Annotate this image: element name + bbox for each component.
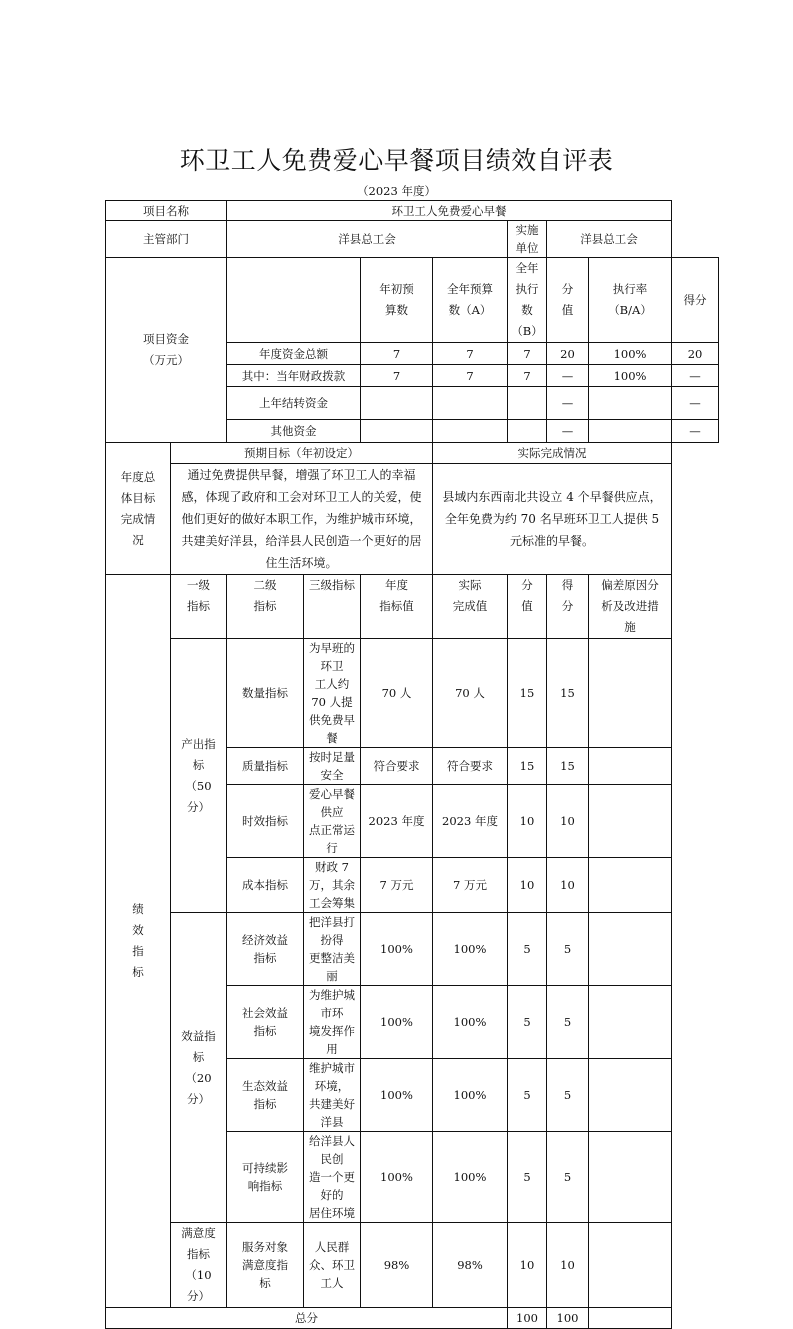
funds-value: 20	[547, 343, 589, 365]
performance-header: 偏差原因分 析及改进措 施	[589, 575, 672, 639]
funds-value: —	[547, 387, 589, 420]
total-label: 总分	[106, 1308, 508, 1329]
level2-indicator: 数量指标	[227, 639, 304, 748]
level1-indicator: 产出指 标 （50 分）	[171, 639, 227, 913]
score-value: 5	[508, 986, 547, 1059]
got-value: 5	[547, 1132, 589, 1223]
page-subtitle: （2023 年度）	[357, 184, 436, 198]
score-value: 15	[508, 748, 547, 785]
dept-value: 洋县总工会	[227, 221, 508, 258]
target-value: 70 人	[361, 639, 433, 748]
score-value: 10	[508, 1223, 547, 1308]
level2-indicator: 成本指标	[227, 858, 304, 913]
table-row	[106, 258, 719, 343]
level3-indicator: 为早班的环卫 工人约 70 人提 供免费早餐	[304, 639, 361, 748]
table-row	[106, 221, 719, 258]
actual-value: 100%	[433, 913, 508, 986]
performance-header: 得 分	[547, 575, 589, 639]
score-value: 5	[508, 1059, 547, 1132]
page-title: 环卫工人免费爱心早餐项目绩效自评表	[179, 146, 614, 175]
funds-header: 执行率 （B/A）	[589, 258, 672, 343]
level3-indicator: 给洋县人民创 造一个更好的 居住环境	[304, 1132, 361, 1223]
level1-indicator: 效益指 标 （20 分）	[171, 913, 227, 1223]
funds-value	[589, 420, 672, 443]
got-value: 15	[547, 748, 589, 785]
score-value: 10	[508, 785, 547, 858]
funds-row-label: 其中：当年财政拨款	[227, 365, 361, 387]
target-value: 符合要求	[361, 748, 433, 785]
table-row	[106, 201, 719, 221]
deviation-note	[589, 1059, 672, 1132]
actual-value: 98%	[433, 1223, 508, 1308]
level3-indicator: 维护城市环境， 共建美好洋县	[304, 1059, 361, 1132]
performance-header: 一级 指标	[171, 575, 227, 639]
deviation-note	[589, 913, 672, 986]
target-value: 100%	[361, 1059, 433, 1132]
funds-value: —	[672, 365, 719, 387]
level3-indicator: 按时足量安全	[304, 748, 361, 785]
level2-indicator: 服务对象 满意度指 标	[227, 1223, 304, 1308]
level3-indicator: 人民群众、环卫 工人	[304, 1223, 361, 1308]
table-row	[106, 575, 719, 639]
deviation-note	[589, 785, 672, 858]
deviation-note	[589, 986, 672, 1059]
level2-indicator: 社会效益 指标	[227, 986, 304, 1059]
funds-row-label: 年度资金总额	[227, 343, 361, 365]
project-name-label: 项目名称	[106, 201, 227, 221]
funds-value	[589, 387, 672, 420]
score-value: 5	[508, 913, 547, 986]
got-value: 5	[547, 986, 589, 1059]
actual-value: 100%	[433, 1132, 508, 1223]
performance-header: 实际 完成值	[433, 575, 508, 639]
funds-value	[508, 387, 547, 420]
deviation-note	[589, 639, 672, 748]
expected-header: 预期目标（年初设定）	[171, 443, 433, 464]
total-got: 100	[547, 1308, 589, 1329]
deviation-note	[589, 748, 672, 785]
funds-value: —	[547, 420, 589, 443]
total-deviation	[589, 1308, 672, 1329]
target-value: 100%	[361, 986, 433, 1059]
deviation-note	[589, 1132, 672, 1223]
performance-header: 三级指标	[304, 575, 361, 639]
expected-text: 通过免费提供早餐，增强了环卫工人的幸福感，体现了政府和工会对环卫工人的关爱，使他们更好的做好本职工作，为维护城市环境，共建美好洋县，给洋县人民创造一个更好的居住生活环境。	[171, 464, 433, 575]
target-value: 100%	[361, 913, 433, 986]
funds-value: —	[547, 365, 589, 387]
performance-header: 年度 指标值	[361, 575, 433, 639]
deviation-note	[589, 858, 672, 913]
funds-value	[433, 420, 508, 443]
goals-label: 年度总 体目标 完成情 况	[106, 443, 171, 575]
performance-header: 二级 指标	[227, 575, 304, 639]
actual-value: 2023 年度	[433, 785, 508, 858]
level3-indicator: 财政 7 万，其余 工会筹集	[304, 858, 361, 913]
funds-value: —	[672, 387, 719, 420]
deviation-note	[589, 1223, 672, 1308]
actual-value: 70 人	[433, 639, 508, 748]
got-value: 10	[547, 858, 589, 913]
level3-indicator: 爱心早餐供应 点正常运行	[304, 785, 361, 858]
funds-row-label: 其他资金	[227, 420, 361, 443]
score-value: 10	[508, 858, 547, 913]
table-row	[106, 913, 719, 986]
funds-value: 7	[508, 365, 547, 387]
level2-indicator: 生态效益 指标	[227, 1059, 304, 1132]
funds-header: 全年执行 数（B）	[508, 258, 547, 343]
actual-value: 7 万元	[433, 858, 508, 913]
score-value: 15	[508, 639, 547, 748]
got-value: 5	[547, 1059, 589, 1132]
funds-value	[433, 387, 508, 420]
score-value: 5	[508, 1132, 547, 1223]
impl-label: 实施单位	[508, 221, 547, 258]
got-value: 10	[547, 1223, 589, 1308]
evaluation-table	[105, 200, 719, 1329]
funds-label: 项目资金 （万元）	[106, 258, 227, 443]
table-row	[106, 464, 719, 575]
impl-value: 洋县总工会	[547, 221, 672, 258]
performance-label: 绩 效 指 标	[106, 575, 171, 1308]
funds-value: 7	[433, 365, 508, 387]
table-row	[106, 443, 719, 464]
total-score: 100	[508, 1308, 547, 1329]
funds-value: 100%	[589, 365, 672, 387]
got-value: 5	[547, 913, 589, 986]
funds-value: 7	[361, 343, 433, 365]
funds-value: 7	[508, 343, 547, 365]
target-value: 7 万元	[361, 858, 433, 913]
level3-indicator: 为维护城市环 境发挥作用	[304, 986, 361, 1059]
level3-indicator: 把洋县打扮得 更整洁美丽	[304, 913, 361, 986]
funds-header: 得分	[672, 258, 719, 343]
funds-value	[361, 387, 433, 420]
funds-value: 7	[433, 343, 508, 365]
got-value: 15	[547, 639, 589, 748]
dept-label: 主管部门	[106, 221, 227, 258]
funds-header: 年初预 算数	[361, 258, 433, 343]
target-value: 2023 年度	[361, 785, 433, 858]
performance-header: 分 值	[508, 575, 547, 639]
level2-indicator: 经济效益 指标	[227, 913, 304, 986]
funds-value: —	[672, 420, 719, 443]
table-row	[106, 639, 719, 748]
funds-value	[361, 420, 433, 443]
actual-value: 100%	[433, 986, 508, 1059]
funds-value: 100%	[589, 343, 672, 365]
funds-row-label: 上年结转资金	[227, 387, 361, 420]
target-value: 100%	[361, 1132, 433, 1223]
table-row	[106, 1308, 719, 1329]
actual-value: 符合要求	[433, 748, 508, 785]
actual-value: 100%	[433, 1059, 508, 1132]
actual-header: 实际完成情况	[433, 443, 672, 464]
target-value: 98%	[361, 1223, 433, 1308]
project-name-value: 环卫工人免费爱心早餐	[227, 201, 672, 221]
funds-header: 全年预算 数（A）	[433, 258, 508, 343]
table-row	[106, 1223, 719, 1308]
funds-value: 7	[361, 365, 433, 387]
level2-indicator: 时效指标	[227, 785, 304, 858]
funds-value: 20	[672, 343, 719, 365]
level2-indicator: 质量指标	[227, 748, 304, 785]
funds-corner	[227, 258, 361, 343]
actual-text: 县域内东西南北共设立 4 个早餐供应点，全年免费为约 70 名早班环卫工人提供 5 元标准的早餐。	[433, 464, 672, 575]
level2-indicator: 可持续影 响指标	[227, 1132, 304, 1223]
level1-indicator: 满意度 指标 （10 分）	[171, 1223, 227, 1308]
funds-value	[508, 420, 547, 443]
got-value: 10	[547, 785, 589, 858]
funds-header: 分 值	[547, 258, 589, 343]
